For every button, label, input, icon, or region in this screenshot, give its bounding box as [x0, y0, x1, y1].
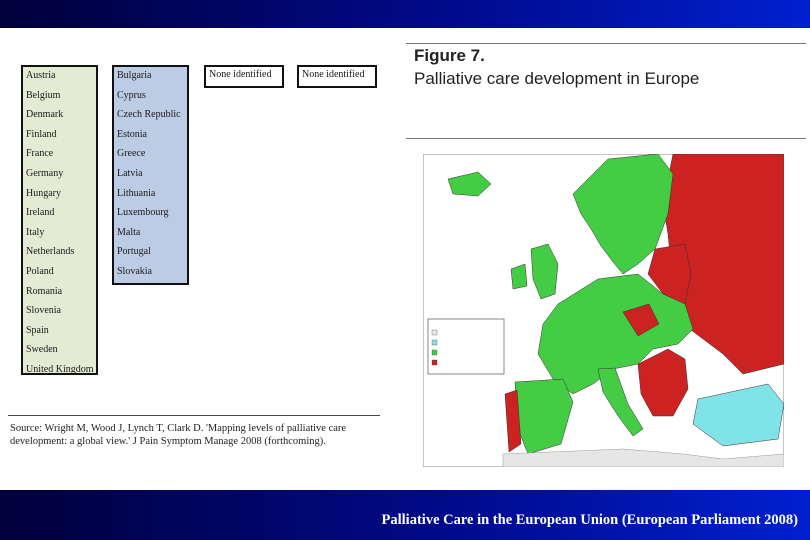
- source-line-1: Source: Wright M, Wood J, Lynch T, Clark D. 'Mapping levels of palliative care: [10, 423, 347, 434]
- country-item: Latvia: [117, 167, 143, 179]
- europe-map: [423, 154, 784, 467]
- map-legend-box: [428, 319, 504, 374]
- country-item: Czech Republic: [117, 109, 181, 121]
- country-item: United Kingdom: [26, 363, 94, 375]
- country-item: Ireland: [26, 207, 55, 219]
- none-identified-box: None identified: [297, 65, 377, 88]
- legend-swatch: [432, 360, 437, 365]
- country-item: Romania: [26, 285, 63, 297]
- figure-subtitle: Palliative care development in Europe: [414, 69, 700, 88]
- footer-caption: Palliative Care in the European Union (European Parliament 2008): [381, 512, 798, 528]
- country-item: Portugal: [117, 246, 151, 258]
- source-line-2: development: a global view.' J Pain Symptom Manage 2008 (forthcoming).: [10, 436, 326, 447]
- country-item: Sweden: [26, 344, 58, 356]
- country-item: Bulgaria: [117, 70, 152, 81]
- country-item: France: [26, 148, 54, 160]
- figure-bottom-rule: [406, 138, 806, 139]
- country-item: Slovakia: [117, 265, 152, 277]
- country-item: Greece: [117, 148, 146, 160]
- top-banner: [0, 0, 810, 28]
- country-item: Lithuania: [117, 187, 156, 199]
- blue-country-column: [112, 65, 189, 285]
- country-item: Slovenia: [26, 305, 61, 317]
- country-item: Germany: [26, 167, 64, 179]
- country-item: Finland: [26, 128, 57, 140]
- country-item: Italy: [26, 226, 45, 238]
- country-item: Malta: [117, 226, 141, 238]
- country-item: Cyprus: [117, 89, 146, 101]
- legend-swatch: [432, 340, 437, 345]
- green-country-column: [21, 65, 98, 375]
- figure-title: Figure 7.: [414, 46, 485, 65]
- country-item: Denmark: [26, 109, 64, 121]
- legend-swatch: [432, 330, 437, 335]
- country-item: Estonia: [117, 128, 147, 140]
- country-item: Belgium: [26, 89, 61, 101]
- legend-swatch: [432, 350, 437, 355]
- country-item: Poland: [26, 265, 54, 277]
- country-item: Spain: [26, 324, 49, 336]
- country-item: Austria: [26, 70, 56, 81]
- none-identified-box: None identified: [204, 65, 284, 88]
- figure-top-rule: [406, 43, 806, 44]
- source-divider: [8, 415, 380, 416]
- footer-banner: [0, 490, 810, 540]
- country-item: Luxembourg: [117, 207, 169, 219]
- country-item: Hungary: [26, 187, 61, 199]
- country-item: Netherlands: [26, 246, 75, 258]
- source-citation: [10, 422, 382, 448]
